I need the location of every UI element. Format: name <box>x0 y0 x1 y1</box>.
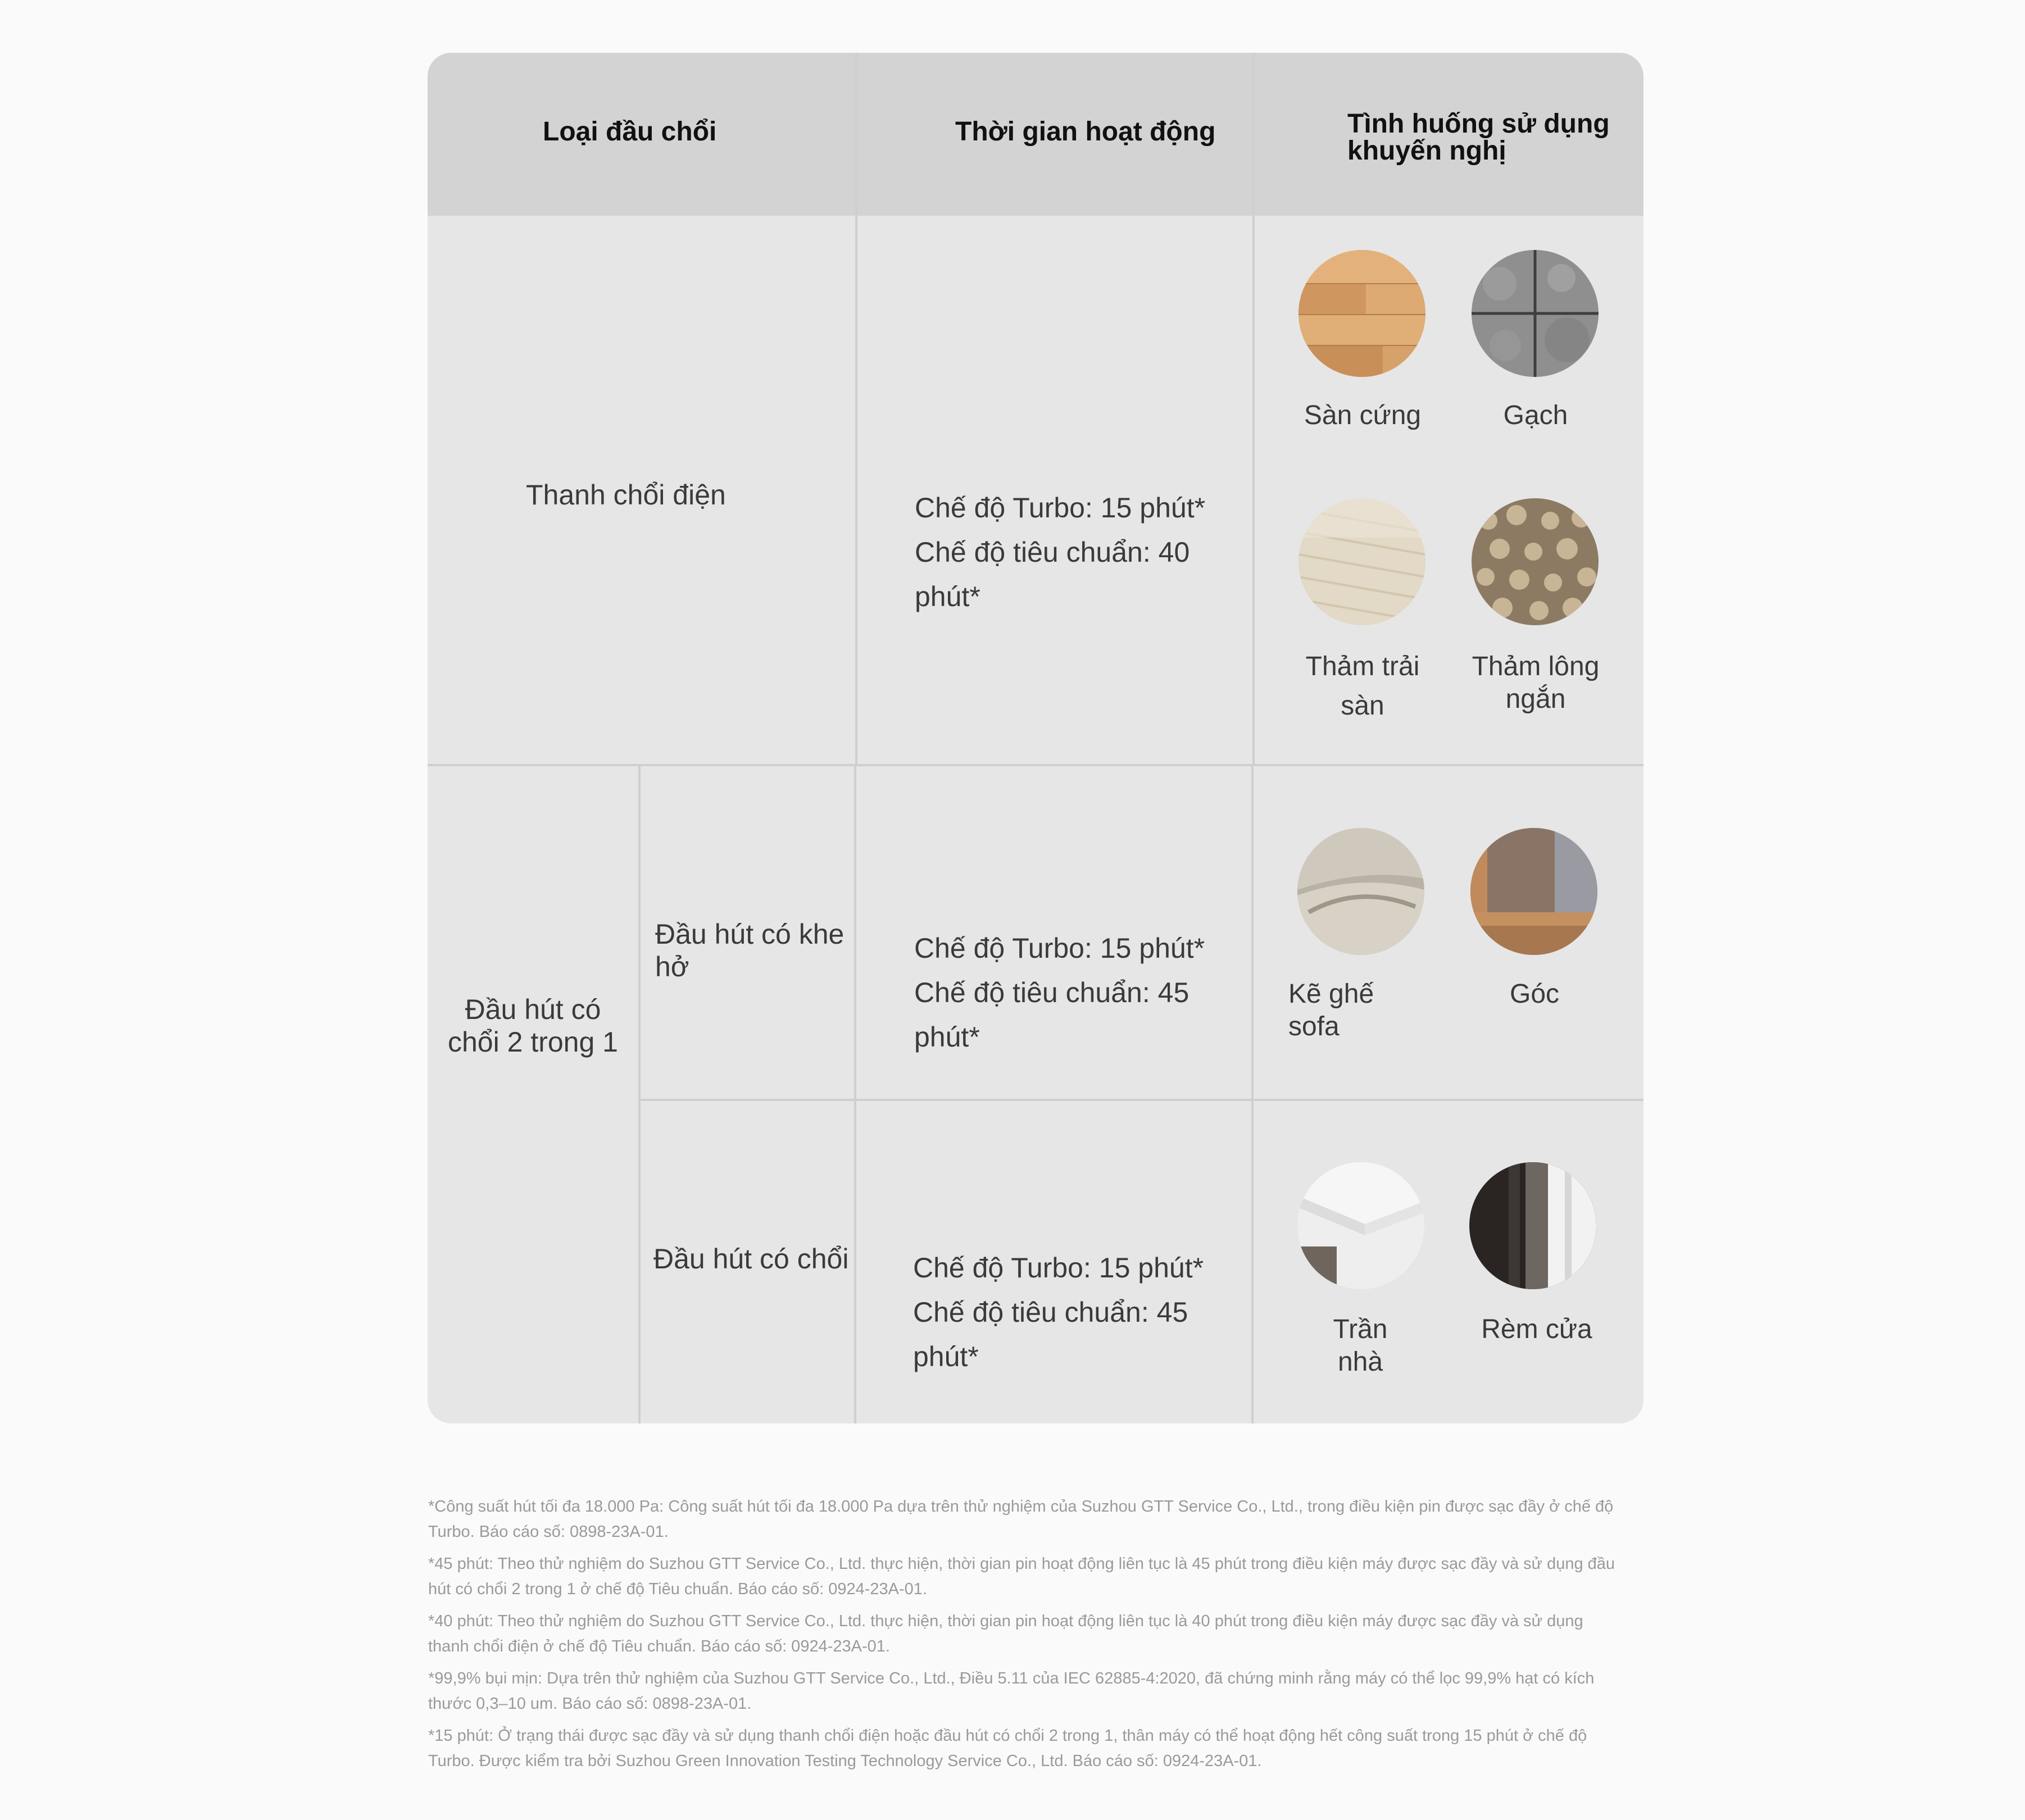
curtain-icon <box>1469 1162 1596 1289</box>
short-pile-rug-icon <box>1472 498 1599 625</box>
brush-group-2in1 <box>428 993 638 1058</box>
divider <box>1251 764 1254 1423</box>
scenario-label-sofa-gap <box>1288 978 1401 1043</box>
label-line: sàn <box>1341 691 1384 721</box>
header-brush-type: Loại đầu chổi <box>543 117 717 147</box>
label-line: Đầu hút có <box>465 994 601 1025</box>
ceiling-icon <box>1297 1162 1424 1289</box>
header-scenario-line2: khuyến nghị <box>1347 136 1506 166</box>
standard-time: Chế độ tiêu chuẩn: 45 <box>914 977 1189 1008</box>
scenario-label-hardwood: Sàn cứng <box>1304 401 1422 430</box>
sofa-gap-icon <box>1297 828 1424 955</box>
brush-type-crevice <box>655 918 844 983</box>
brush-type-dusting-brush: Đầu hút có chổi <box>653 1243 849 1275</box>
header-run-time: Thời gian hoạt động <box>955 117 1216 147</box>
standard-time-unit: phút* <box>913 1341 979 1372</box>
footnote: *Công suất hút tối đa 18.000 Pa: Công suất hút tối đa 18.000 Pa dựa trên thử nghiệm của Suzhou GTT Service Co., Ltd., trong điều kiện pin được sạc đầy ở chế độ Turbo. Báo cáo số: 0898-23A-01. <box>428 1498 1614 1541</box>
corner-icon <box>1470 828 1597 955</box>
divider <box>638 1099 1643 1101</box>
brush-type-electric-bar: Thanh chổi điện <box>526 479 726 511</box>
footnotes <box>428 1494 1619 1781</box>
footnote: *45 phút: Theo thử nghiệm do Suzhou GTT Service Co., Ltd. thực hiện, thời gian pin hoạt động liên tục là 45 phút trong điều kiện máy được sạc đầy và sử dụng đầu hút có chổi 2 trong 1 ở chế độ Tiêu chuẩn. Báo cáo số: 0924-23A-01. <box>428 1555 1615 1598</box>
label-line: ngắn <box>1505 684 1566 714</box>
scenario-label-curtain: Rèm cửa <box>1481 1314 1592 1344</box>
label-line: Thảm trải <box>1305 652 1420 681</box>
divider <box>1252 53 1255 765</box>
label-line: sofa <box>1288 1012 1340 1041</box>
scenario-label-ceiling <box>1282 1313 1439 1378</box>
turbo-time: Chế độ Turbo: 15 phút* <box>914 932 1205 964</box>
header-scenario-line1: Tình huống sử dụng <box>1347 109 1610 139</box>
scenario-label-floor-carpet <box>1284 647 1441 726</box>
standard-time-unit: phút* <box>915 581 980 612</box>
label-line: nhà <box>1337 1347 1383 1377</box>
divider <box>854 764 856 1423</box>
run-time-row3 <box>913 1246 1228 1379</box>
floor-carpet-icon <box>1298 498 1425 625</box>
label-line: Kẽ ghế <box>1288 979 1374 1009</box>
scenario-label-tile: Gạch <box>1503 401 1568 430</box>
divider <box>428 764 1643 766</box>
label-line: Thảm lông <box>1472 652 1600 681</box>
label-line: Đầu hút có khe <box>655 918 844 950</box>
footnote: *99,9% bụi mịn: Dựa trên thử nghiệm của Suzhou GTT Service Co., Ltd., Điều 5.11 của IEC 62885-4:2020, đã chứng minh rằng máy có thể lọc 99,9% hạt có kích thước 0,3–10 um. Báo cáo số: 0898-23A-01. <box>428 1669 1595 1713</box>
scenario-label-short-pile-rug <box>1457 650 1614 716</box>
run-time-row1 <box>915 486 1229 619</box>
divider <box>855 53 857 765</box>
standard-time-unit: phút* <box>914 1021 980 1053</box>
comparison-table <box>428 53 1643 1423</box>
turbo-time: Chế độ Turbo: 15 phút* <box>913 1252 1204 1284</box>
turbo-time: Chế độ Turbo: 15 phút* <box>915 492 1206 524</box>
label-line: Trần <box>1333 1314 1388 1344</box>
standard-time: Chế độ tiêu chuẩn: 40 <box>915 536 1190 568</box>
tile-icon <box>1472 250 1599 377</box>
divider <box>638 764 641 1423</box>
hardwood-floor-icon <box>1298 250 1425 377</box>
footnote: *40 phút: Theo thử nghiệm do Suzhou GTT Service Co., Ltd. thực hiện, thời gian pin hoạt động liên tục là 40 phút trong điều kiện máy được sạc đầy và sử dụng thanh chổi điện ở chế độ Tiêu chuẩn. Báo cáo số: 0924-23A-01. <box>428 1612 1583 1655</box>
standard-time: Chế độ tiêu chuẩn: 45 <box>913 1296 1188 1328</box>
footnote: *15 phút: Ở trạng thái được sạc đầy và sử dụng thanh chổi điện hoặc đầu hút có chổi 2 trong 1, thân máy có thể hoạt động hết công suất trong 15 phút ở chế độ Turbo. Được kiểm tra bởi Suzhou Green Innovation Testing Technology Service Co., Ltd. Báo cáo số: 0924-23A-01. <box>428 1727 1587 1770</box>
scenario-label-corner: Góc <box>1509 979 1560 1009</box>
label-line: hở <box>655 951 689 982</box>
run-time-row2 <box>914 926 1229 1059</box>
label-line: chổi 2 trong 1 <box>448 1026 618 1058</box>
